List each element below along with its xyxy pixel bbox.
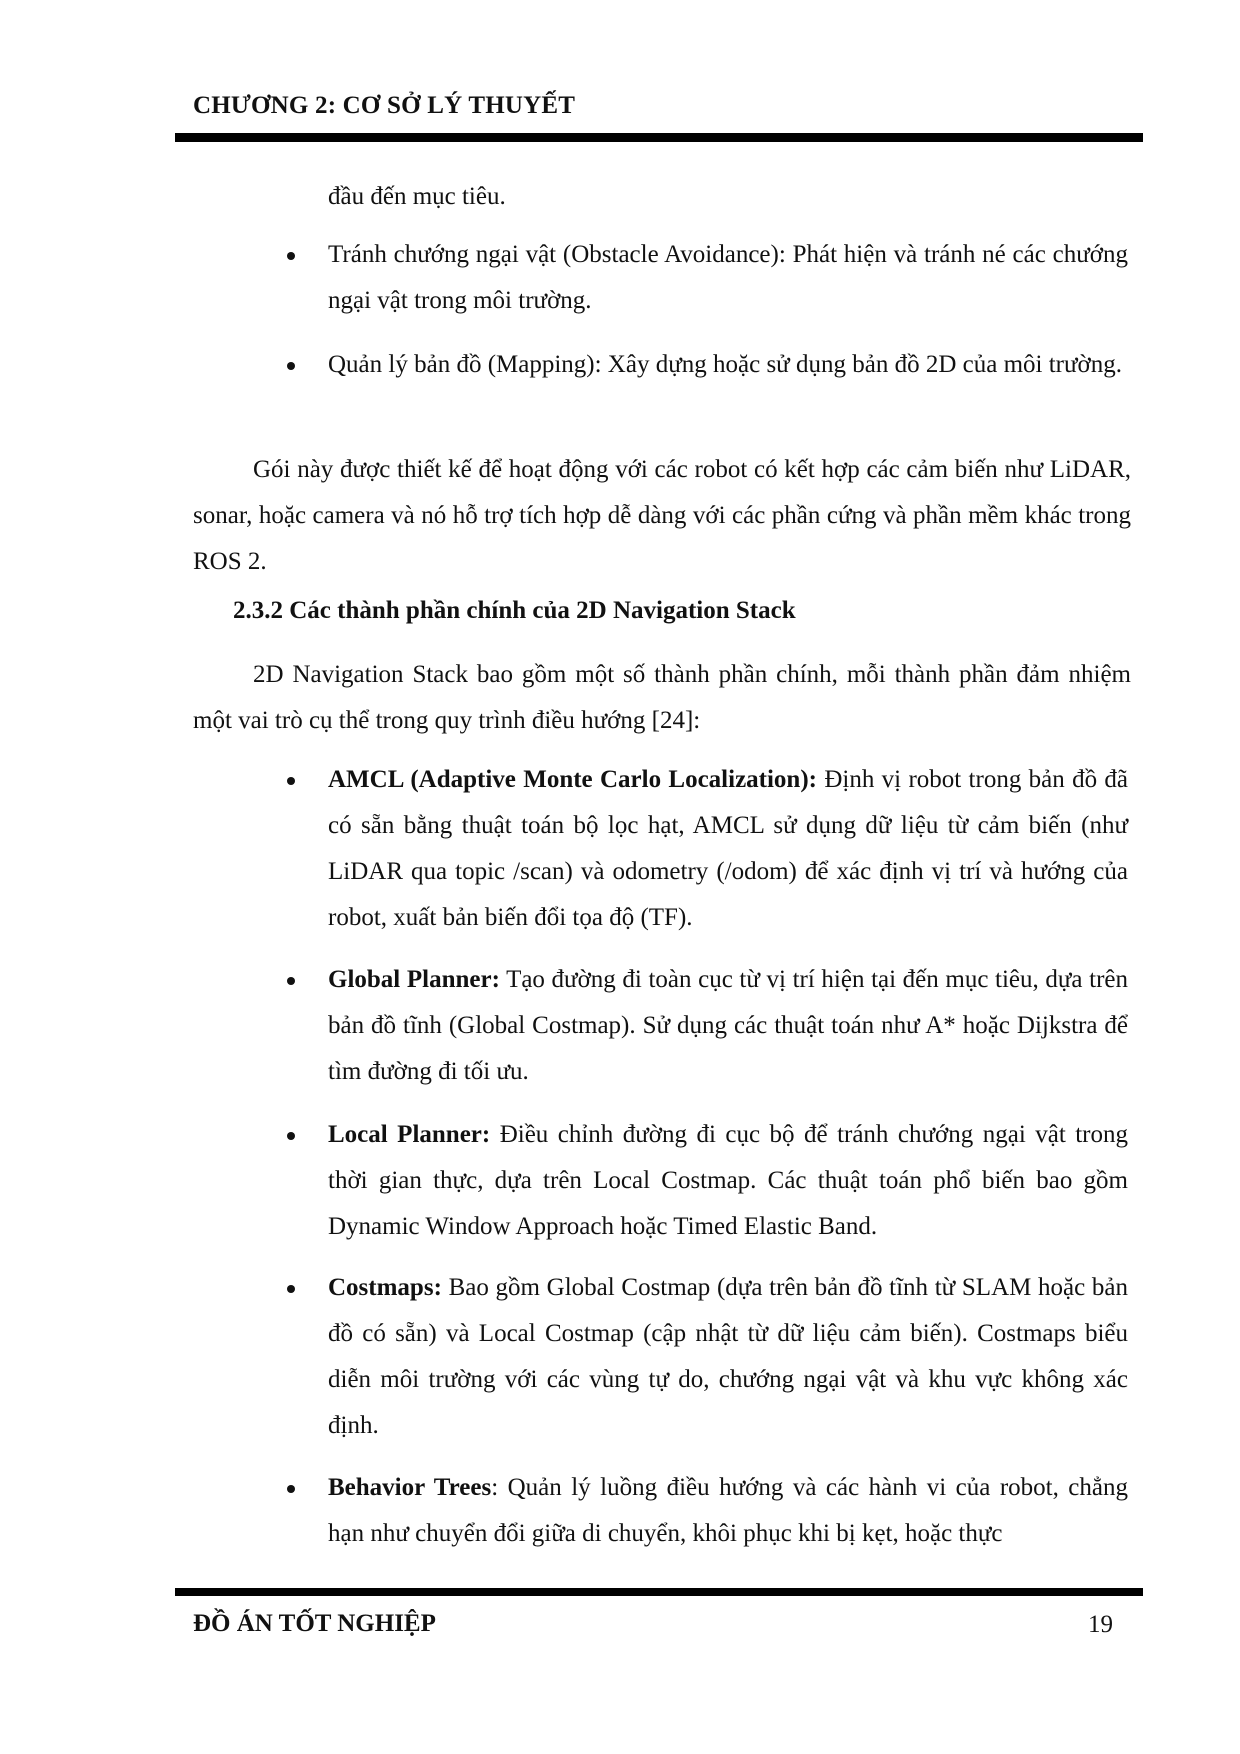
term: Behavior Trees	[328, 1474, 492, 1501]
list-item-text	[328, 757, 1128, 941]
bullet-icon	[287, 1485, 295, 1493]
description: Tạo đường đi toàn cục từ vị trí hiện tại đến mục tiêu, dựa trên bản đồ tĩnh (Global Costmap). Sử dụng các thuật toán như A* hoặc Dijkstra để tìm đường đi tối ưu.	[328, 966, 1128, 1085]
bullet-icon	[287, 252, 295, 260]
term: Global Planner:	[328, 966, 500, 993]
description: Định vị robot trong bản đồ đã có sẵn bằng thuật toán bộ lọc hạt, AMCL sử dụng dữ liệu từ cảm biến (như LiDAR qua topic /scan) và odometry (/odom) để xác định vị trí và hướng của robot, xuất bản biến đổi tọa độ (TF).	[328, 766, 1129, 931]
footer-title: ĐỒ ÁN TỐT NGHIỆP	[193, 1610, 436, 1637]
term: AMCL (Adaptive Monte Carlo Localization):	[328, 766, 817, 793]
page-number: 19	[1088, 1611, 1113, 1638]
list-item-text	[328, 957, 1128, 1095]
bullet-icon	[287, 1285, 295, 1293]
description: : Quản lý luồng điều hướng và các hành vi của robot, chẳng hạn như chuyển đổi giữa di chuyển, khôi phục khi bị kẹt, hoặc thực	[328, 1474, 1129, 1547]
list-item-text: Quản lý bản đồ (Mapping): Xây dựng hoặc sử dụng bản đồ 2D của môi trường.	[328, 351, 1123, 378]
section-heading: 2.3.2 Các thành phần chính của 2D Navigation Stack	[233, 597, 796, 624]
continuation-text: đầu đến mục tiêu.	[328, 183, 506, 210]
list-item-text	[328, 1465, 1128, 1557]
header-rule	[175, 133, 1143, 142]
list-item-text: Tránh chướng ngại vật (Obstacle Avoidance): Phát hiện và tránh né các chướng ngại vật trong môi trường.	[328, 241, 1128, 314]
list-item-text	[328, 1265, 1128, 1449]
bullet-icon	[287, 362, 295, 370]
bullet-icon	[287, 1132, 295, 1140]
bullet-icon	[287, 977, 295, 985]
description: Bao gồm Global Costmap (dựa trên bản đồ tĩnh từ SLAM hoặc bản đồ có sẵn) và Local Costmap (cập nhật từ dữ liệu cảm biến). Costmaps biểu diễn môi trường với các vùng tự do, chướng ngại vật và khu vực không xác định.	[328, 1274, 1128, 1439]
paragraph: 2D Navigation Stack bao gồm một số thành phần chính, mỗi thành phần đảm nhiệm một vai trò cụ thể trong quy trình điều hướng [24]:	[193, 661, 1131, 734]
term: Local Planner:	[328, 1121, 491, 1148]
footer-rule	[175, 1588, 1143, 1596]
paragraph: Gói này được thiết kế để hoạt động với các robot có kết hợp các cảm biến như LiDAR, sonar, hoặc camera và nó hỗ trợ tích hợp dễ dàng với các phần cứng và phần mềm khác trong ROS 2.	[193, 456, 1131, 575]
chapter-title: CHƯƠNG 2: CƠ SỞ LÝ THUYẾT	[193, 92, 576, 119]
list-item-text	[328, 1112, 1128, 1250]
bullet-icon	[287, 777, 295, 785]
term: Costmaps:	[328, 1274, 442, 1301]
description: Điều chỉnh đường đi cục bộ để tránh chướng ngại vật trong thời gian thực, dựa trên Local Costmap. Các thuật toán phổ biến bao gồm Dynamic Window Approach hoặc Timed Elastic Band.	[328, 1121, 1129, 1240]
